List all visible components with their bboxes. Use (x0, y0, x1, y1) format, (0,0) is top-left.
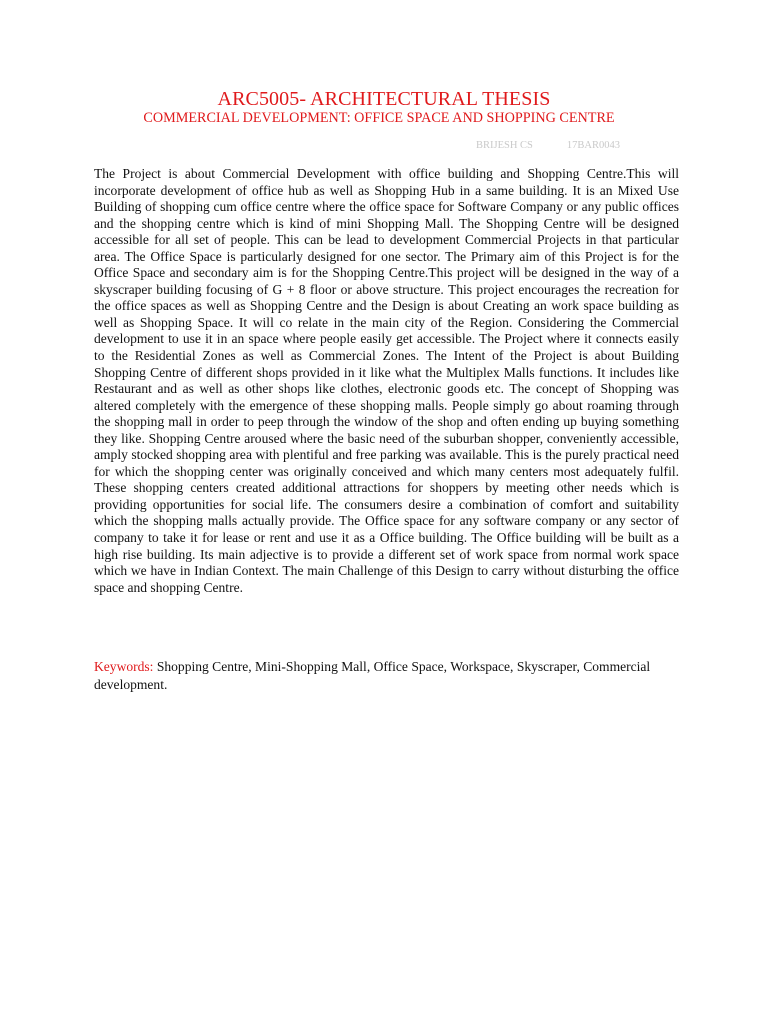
page-subtitle: COMMERCIAL DEVELOPMENT: OFFICE SPACE AND SHOPPING CENTRE (143, 110, 615, 126)
author-line (476, 139, 620, 153)
keywords-text: Shopping Centre, Mini-Shopping Mall, Office Space, Workspace, Skyscraper, Commercial development. (94, 659, 651, 692)
page-title: ARC5005- ARCHITECTURAL THESIS (217, 88, 551, 110)
abstract-paragraph: The Project is about Commercial Development with office building and Shopping Centre.This will incorporate development of office hub as well as Shopping Hub in a same building. It is an Mixed Use Building of shopping cum office centre where the office space for Software Company or any public offices and the shopping centre which is kind of mini Shopping Mall. The Shopping Centre will be designed accessible for all set of people. This can be lead to development Commercial Projects in that particular area. The Office Space is particularly designed for one sector. The Primary aim of this Project is for the Office Space and secondary aim is for the Shopping Centre.This project will be designed in the way of a skyscraper building focusing of G + 8 floor or above structure. This project encourages the recreation for the office spaces as well as Shopping Centre and the Design is about Creating an work space building as well as Shopping Space. It will co relate in the main city of the Region. Considering the Commercial development to use it in an space where people easily get accessible. The Project where it connects easily to the Residential Zones as well as Commercial Zones. The Intent of the Project is about Building Shopping Centre of different shops provided in it like what the Multiplex Malls functions. It includes like Restaurant and as well as other shops like clothes, electronic goods etc. The concept of Shopping was altered completely with the emergence of these shopping malls. People simply go about roaming through the shopping mall in order to peep through the window of the shop and often ending up buying something they like. Shopping Centre aroused where the basic need of the suburban shopper, conveniently accessible, amply stocked shopping area with plentiful and free parking was available. This is the purely practical need for which the shopping center was originally conceived and which many centers most adequately fulfil. These shopping centers created additional attractions for shoppers by meeting other needs which is providing opportunities for social life. The consumers desire a combination of comfort and suitability which the shopping malls actually provide. The Office space for any software company or any sector of company to take it for lease or rent and use it as a Office building. The Office building will be built as a high rise building. Its main adjective is to provide a different set of work space from normal work space which we have in Indian Context. The main Challenge of this Design to carry without disturbing the office space and shopping Centre. (94, 166, 679, 595)
keywords-label: Keywords: (94, 659, 154, 674)
roll-number: 17BAR0043 (566, 140, 620, 151)
keywords-line (94, 658, 679, 694)
author-name: BRIJESH CS (476, 140, 533, 151)
